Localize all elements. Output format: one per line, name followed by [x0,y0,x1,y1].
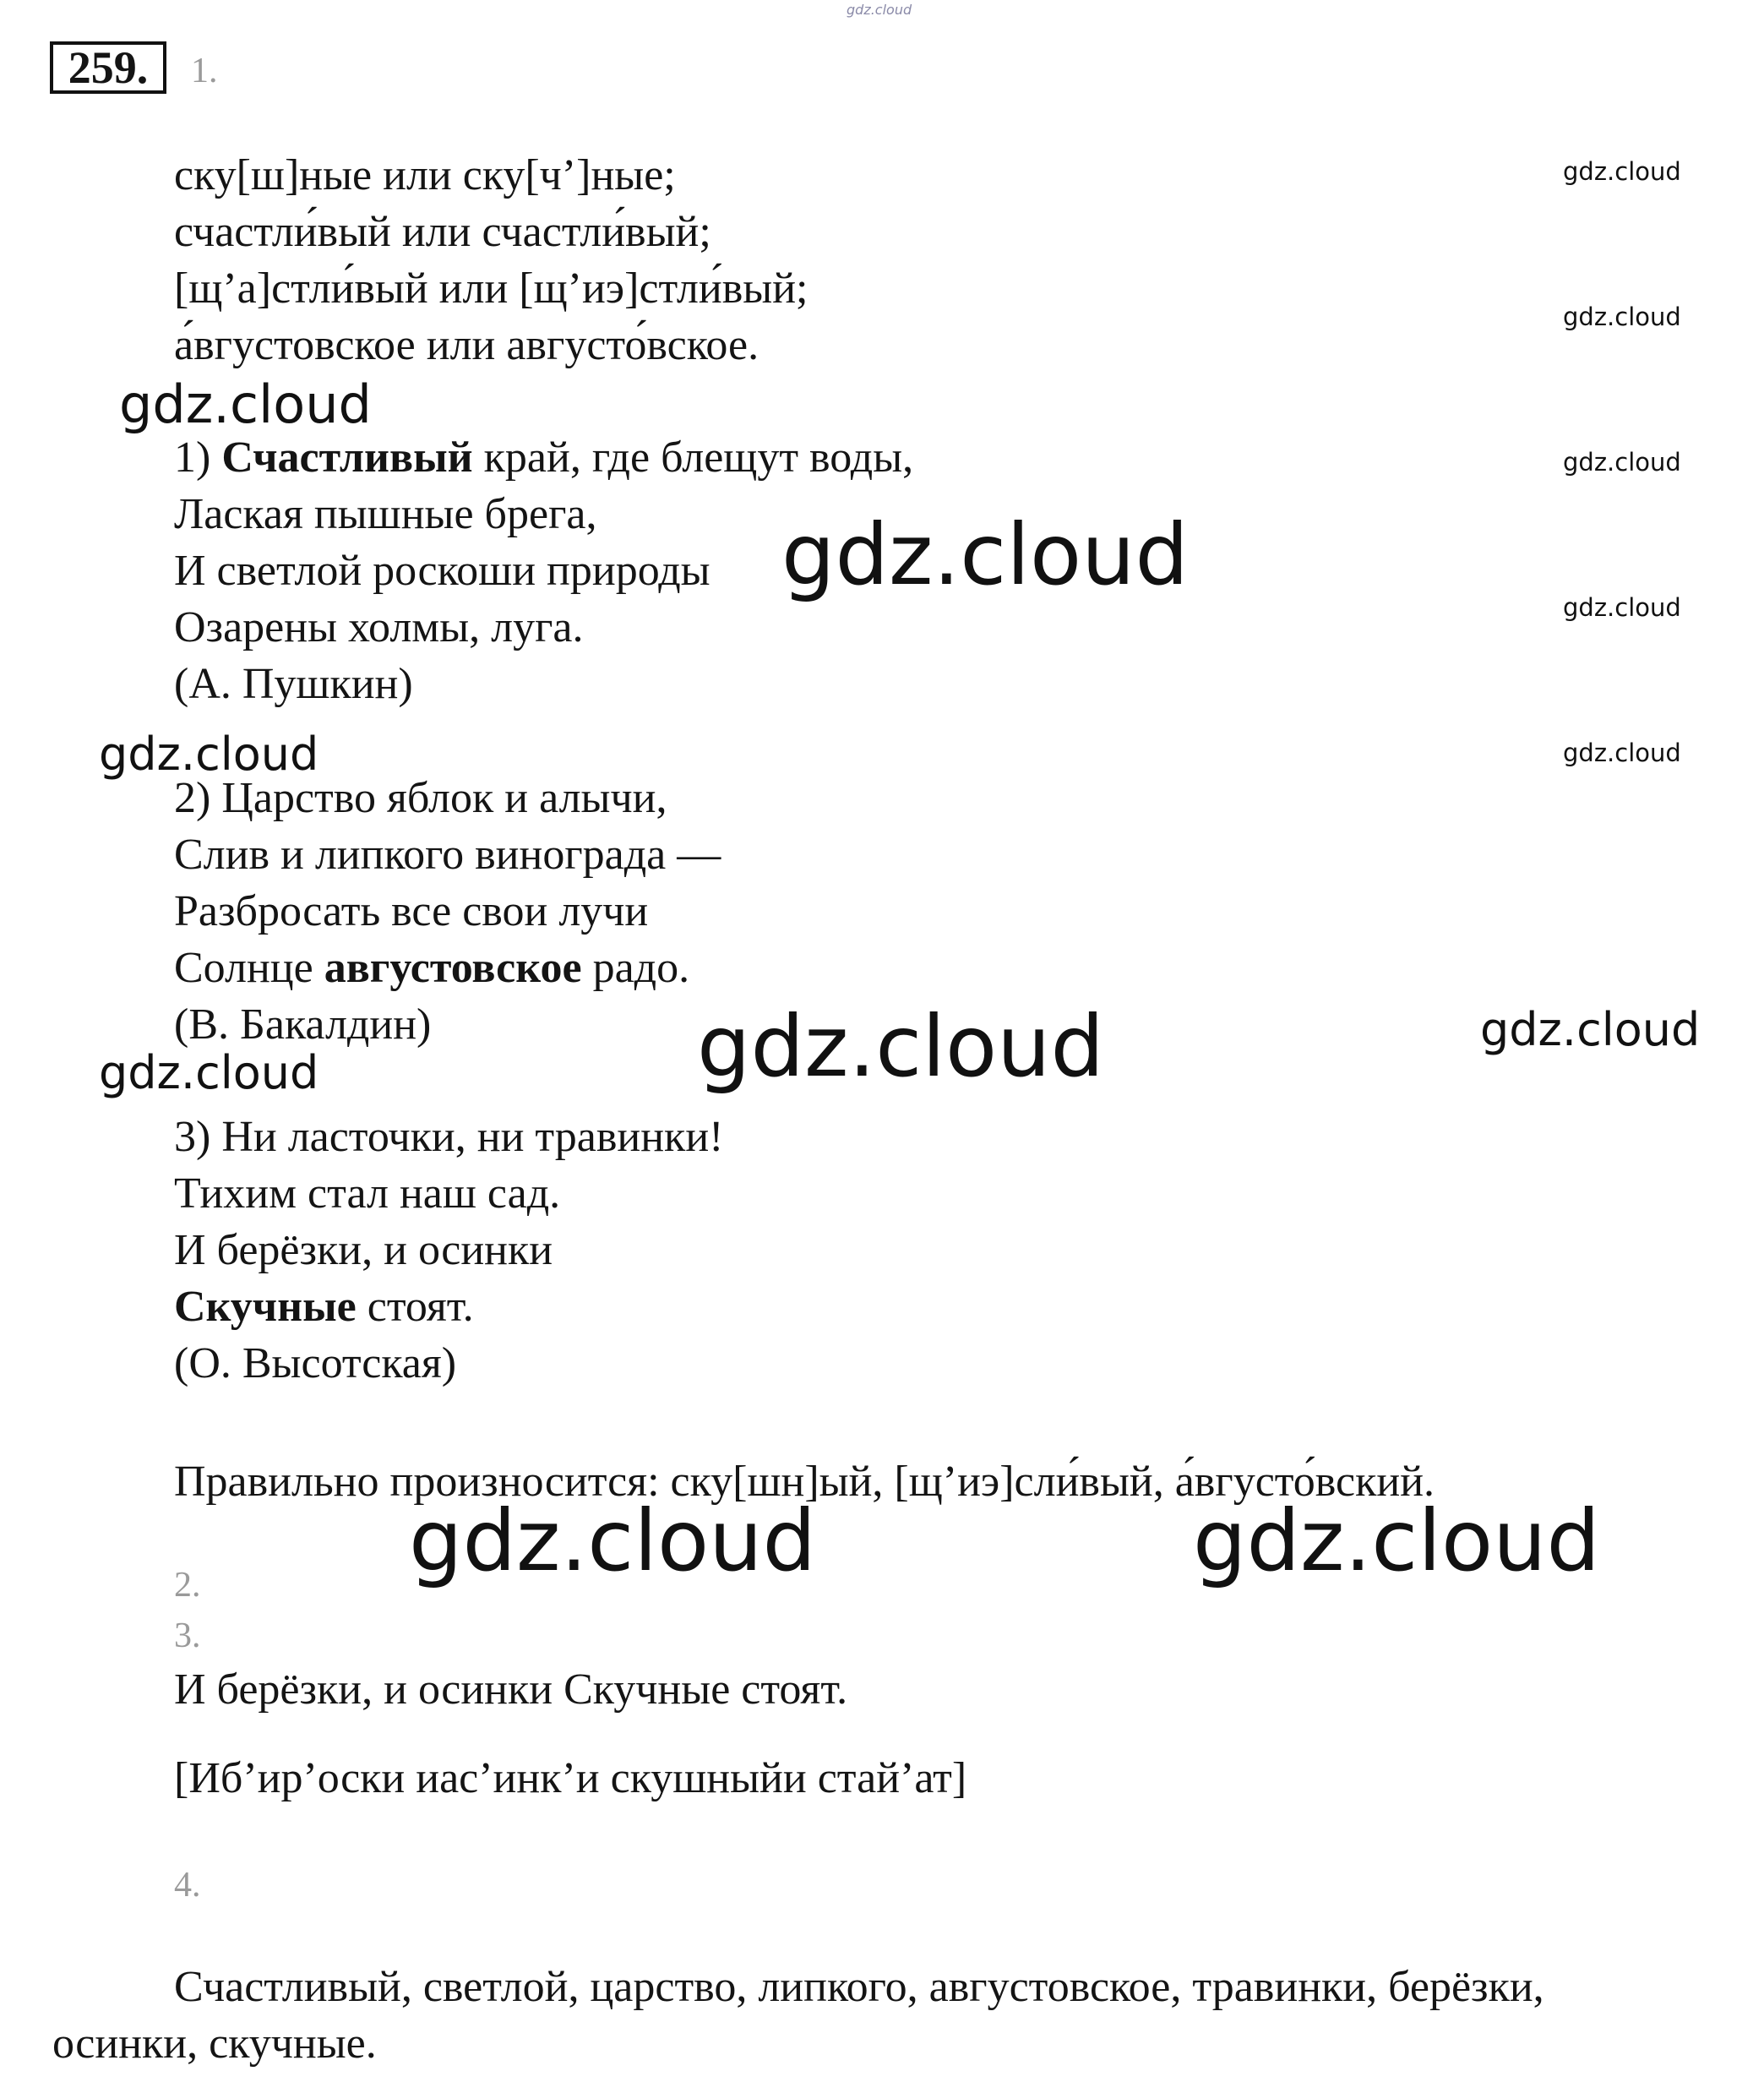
watermark-large: gdz.cloud [1193,1491,1601,1590]
part3-sentence: И берёзки, и осинки Скучные стоят. [174,1665,848,1714]
stress-variant-3: [щ’а]стли́вый или [щ’иэ]стли́вый; [174,264,808,313]
watermark-large: gdz.cloud [409,1491,817,1590]
watermark-small: gdz.cloud [1563,448,1681,477]
part4-words-line2: осинки, скучные. [52,2019,377,2068]
part4-label: 4. [174,1866,201,1905]
poem1-line4: Озарены холмы, луга. [174,603,584,651]
poem2-line3: Разбросать все свои лучи [174,887,649,935]
stress-variant-1: ску[ш]ные или ску[ч’]ные; [174,151,676,199]
poem3-line2: Тихим стал наш сад. [174,1169,561,1218]
correct-pronunciation: Правильно произносится: ску[шн]ый, [щ’иэ]сли́вый, а́вгусто́вский. [174,1458,1435,1506]
poem2-line2: Слив и липкого винограда — [174,831,721,879]
poem3-line1: 3) Ни ласточки, ни травинки! [174,1113,724,1161]
watermark-medium: gdz.cloud [1480,1003,1701,1056]
poem1-line3: И светлой роскоши природы [174,547,710,595]
watermark-medium: gdz.cloud [119,373,372,435]
poem1-line1: 1) Счастливый край, где блещут воды, [174,433,914,482]
watermark-small: gdz.cloud [1563,593,1681,622]
poem1-line2: Лаская пышные брега, [174,490,597,538]
part3-transcription: [Иб’ир’оски иас’инк’и скушныйи стай’ат] [174,1754,967,1802]
poem2-author: (В. Бакалдин) [174,1000,432,1049]
watermark-medium: gdz.cloud [99,1046,319,1099]
poem3-line4: Скучные стоят. [174,1283,474,1331]
part1-label: 1. [191,52,218,90]
watermark-medium: gdz.cloud [99,728,319,781]
poem2-line1: 2) Царство яблок и алычи, [174,774,667,822]
poem3-author: (О. Высотская) [174,1339,457,1387]
watermark-small: gdz.cloud [1563,303,1681,331]
poem2-line4: Солнце августовское радо. [174,944,690,992]
watermark-small: gdz.cloud [1563,739,1681,767]
poem1-author: (А. Пушкин) [174,660,413,708]
top-watermark: gdz.cloud [847,2,912,18]
part2-label: 2. [174,1566,201,1605]
stress-variant-4: а́вгустовское или августо́вское. [174,321,760,369]
watermark-large: gdz.cloud [697,997,1105,1096]
exercise-number: 259. [50,41,166,94]
watermark-large: gdz.cloud [781,505,1190,604]
poem3-line3: И берёзки, и осинки [174,1226,553,1274]
part3-label: 3. [174,1616,201,1655]
watermark-small: gdz.cloud [1563,157,1681,186]
stress-variant-2: счастли́вый или счастли́вый; [174,208,711,256]
part4-words-line1: Счастливый, светлой, царство, липкого, августовское, травинки, берёзки, [174,1963,1544,2011]
